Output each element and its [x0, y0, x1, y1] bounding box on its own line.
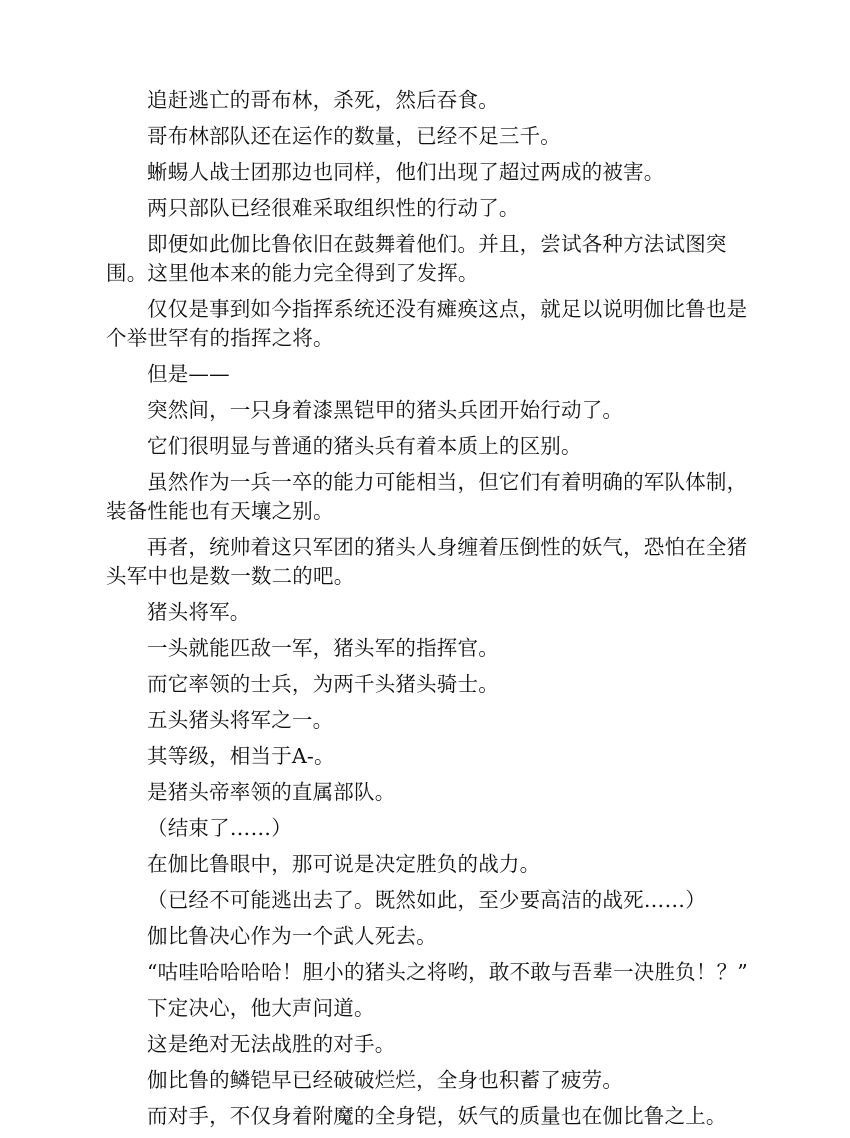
paragraph: 在伽比鲁眼中，那可说是决定胜负的战力。: [147, 852, 541, 876]
paragraph: 五头猪头将军之一。: [147, 708, 334, 732]
paragraph: 而它率领的士兵，为两千头猪头骑士。: [147, 672, 499, 696]
paragraph: 哥布林部队还在运作的数量，已经不足三千。: [147, 124, 561, 148]
paragraph: （已经不可能逃出去了。既然如此，至少要高洁的战死……）: [147, 888, 706, 912]
paragraph: 突然间，一只身着漆黑铠甲的猪头兵团开始行动了。: [147, 398, 624, 422]
paragraph: 追赶逃亡的哥布林，杀死，然后吞食。: [147, 88, 499, 112]
body-text: [106, 86, 758, 1138]
paragraph: 其等级，相当于A-。: [147, 744, 335, 768]
paragraph: 是猪头帝率领的直属部队。: [147, 780, 396, 804]
paragraph: 这是绝对无法战胜的对手。: [147, 1032, 396, 1056]
paragraph: （结束了……）: [147, 816, 292, 840]
paragraph: 一头就能匹敌一军，猪头军的指挥官。: [147, 636, 499, 660]
paragraph: 伽比鲁的鳞铠早已经破破烂烂，全身也积蓄了疲劳。: [147, 1068, 624, 1092]
paragraph: 虽然作为一兵一卒的能力可能相当，但它们有着明确的军队体制，装备性能也有天壤之别。: [106, 470, 748, 523]
paragraph: 猪头将军。: [147, 600, 251, 624]
paragraph: 伽比鲁决心作为一个武人死去。: [147, 924, 437, 948]
paragraph: 但是——: [147, 362, 230, 386]
paragraph: 仅仅是事到如今指挥系统还没有瘫痪这点，就足以说明伽比鲁也是个举世罕有的指挥之将。: [106, 297, 748, 350]
paragraph: 它们很明显与普通的猪头兵有着本质上的区别。: [147, 434, 582, 458]
paragraph: 两只部队已经很难采取组织性的行动了。: [147, 196, 520, 220]
paragraph: 即便如此伽比鲁依旧在鼓舞着他们。并且，尝试各种方法试图突围。这里他本来的能力完全得到了发挥。: [106, 232, 727, 285]
paragraph: 再者，统帅着这只军团的猪头人身缠着压倒性的妖气，恐怕在全猪头军中也是数一数二的吧。: [106, 535, 748, 588]
paragraph: “咕哇哈哈哈哈！胆小的猪头之将哟，敢不敢与吾辈一决胜负！？”: [147, 960, 748, 984]
paragraph: 下定决心，他大声问道。: [147, 996, 375, 1020]
paragraph: 而对手，不仅身着附魔的全身铠，妖气的质量也在伽比鲁之上。: [147, 1104, 727, 1128]
paragraph: 蜥蜴人战士团那边也同样，他们出现了超过两成的被害。: [147, 160, 665, 184]
